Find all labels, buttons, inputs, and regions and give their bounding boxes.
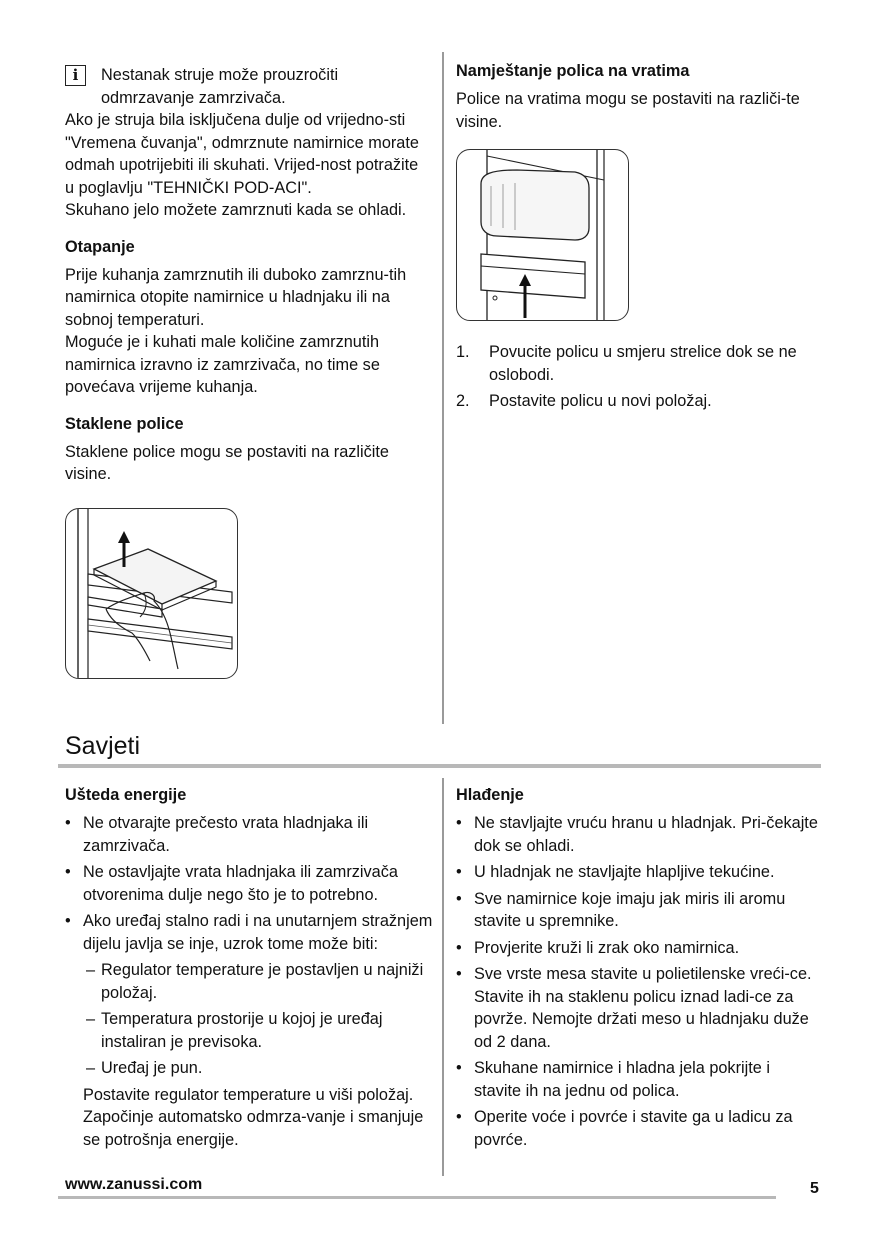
power-outage-paragraph: Ako je struja bila isključena dulje od vrijedno-sti "Vremena čuvanja", odmrznute namirnice morate odmah upotrijebiti ili skuhati. Vrijed-nost potražite u poglavlju "TEHNIČKI POD-ACI". <box>65 111 419 197</box>
door-shelves-heading: Namještanje polica na vratima <box>456 62 690 80</box>
energy-advice-text: Postavite regulator temperature u viši položaj. Započinje automatsko odmrza-vanje i smanjuje se potrošnja energije. <box>83 1085 424 1149</box>
door-shelf-steps <box>456 341 820 413</box>
section-rule <box>58 764 821 768</box>
info-glyph: i <box>72 66 79 85</box>
section-title: Savjeti <box>65 732 141 760</box>
list-item: • Sve namirnice koje imaju jak miris ili aromu stavite u spremnike. <box>456 888 820 933</box>
glass-shelf-illustration <box>65 508 238 679</box>
door-shelves-paragraph: Police na vratima mogu se postaviti na različi-te visine. <box>456 90 800 131</box>
thawing-paragraph-2: Moguće je i kuhati male količine zamrznutih namirnica izravno iz zamrzivača, no time se povećava vrijeme kuhanja. <box>65 333 380 396</box>
info-icon <box>65 65 86 86</box>
footer-url: www.zanussi.com <box>65 1176 203 1193</box>
list-item: • Ne stavljajte vruću hranu u hladnjak. Pri-čekajte dok se ohladi. <box>456 812 820 857</box>
list-item: • Ne ostavljajte vrata hladnjaka ili zamrzivača otvorenima dulje nego što je to potrebno. <box>65 861 435 906</box>
list-item-text: Ako uređaj stalno radi i na unutarnjem stražnjem dijelu javlja se inje, uzrok tome može biti: <box>83 912 433 953</box>
list-item: • Skuhane namirnice i hladna jela pokrijte i stavite ih na jednu od polica. <box>456 1057 820 1102</box>
left-top-column <box>65 64 423 679</box>
list-item: • Ne otvarajte prečesto vrata hladnjaka ili zamrzivača. <box>65 812 435 857</box>
step-item <box>456 341 820 386</box>
list-item: • Operite voće i povrće i stavite ga u ladicu za povrće. <box>456 1106 820 1151</box>
info-note <box>65 64 423 109</box>
cooling-heading: Hlađenje <box>456 786 524 804</box>
list-item: • Sve vrste mesa stavite u polietilenske vreći-ce. Stavite ih na staklenu policu iznad ladi-ce za povrže. Nemojte držati meso u hladnjaku duže od 2 dana. <box>456 963 820 1053</box>
thawing-paragraph-1: Prije kuhanja zamrznutih ili duboko zamrznu-tih namirnica otopite namirnice u hladnjaku ili na sobnoj temperaturi. <box>65 265 407 329</box>
door-shelf-illustration <box>456 149 629 321</box>
list-item <box>65 910 435 1151</box>
list-item: • U hladnjak ne stavljajte hlapljive tekućine. <box>456 861 820 884</box>
step-number: 2. <box>456 392 470 410</box>
cooked-food-paragraph: Skuhano jelo možete zamrznuti kada se ohladi. <box>65 201 407 219</box>
list-item: – Uređaj je pun. <box>83 1057 435 1080</box>
column-divider-top <box>442 52 444 724</box>
page-number: 5 <box>810 1180 819 1197</box>
frost-causes-list <box>83 959 435 1080</box>
step-item <box>456 390 820 413</box>
glass-shelves-paragraph: Staklene police mogu se postaviti na različite visine. <box>65 442 389 483</box>
footer-rule <box>58 1196 776 1199</box>
info-note-text: Nestanak struje može prouzročiti odmrzavanje zamrzivača. <box>101 66 339 107</box>
step-text: Postavite policu u novi položaj. <box>489 392 712 410</box>
list-item: – Temperatura prostorije u kojoj je uređaj instaliran je previsoka. <box>83 1008 435 1053</box>
list-item: – Regulator temperature je postavljen u najniži položaj. <box>83 959 435 1004</box>
energy-saving-column <box>65 784 435 1155</box>
step-number: 1. <box>456 343 470 361</box>
cooling-column <box>456 784 820 1155</box>
thawing-heading: Otapanje <box>65 237 135 256</box>
column-divider-bottom <box>442 778 444 1176</box>
energy-bullet-list <box>65 812 435 1151</box>
list-item: • Provjerite kruži li zrak oko namirnica. <box>456 937 820 960</box>
cooling-bullet-list <box>456 812 820 1151</box>
energy-saving-heading: Ušteda energije <box>65 786 187 804</box>
step-text: Povucite policu u smjeru strelice dok se ne oslobodi. <box>489 343 797 384</box>
glass-shelves-heading: Staklene police <box>65 414 184 433</box>
right-top-column <box>456 60 820 417</box>
